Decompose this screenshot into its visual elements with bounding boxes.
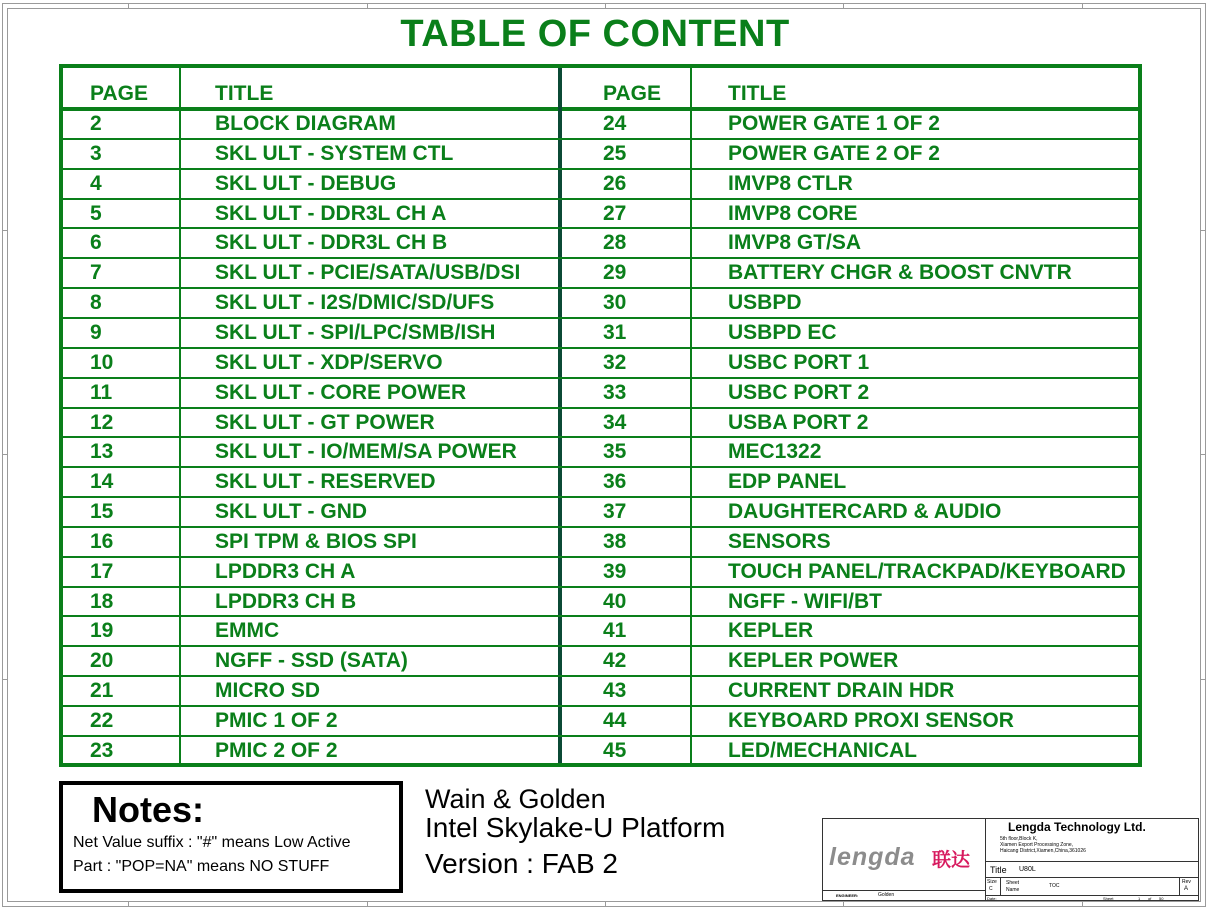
left-row-page: 3	[90, 141, 102, 165]
title-block-divider	[823, 890, 985, 891]
right-row-page: 44	[603, 709, 627, 732]
left-row-title: SKL ULT - RESERVED	[215, 470, 436, 494]
right-row-title: USBC PORT 2	[728, 380, 870, 404]
left-row-page: 18	[90, 589, 114, 613]
row-divider	[63, 436, 1138, 438]
row-divider	[63, 377, 1138, 379]
title-block-divider	[1179, 877, 1180, 895]
border-tick	[843, 3, 844, 8]
left-row-title: SKL ULT - DDR3L CH A	[215, 201, 447, 225]
row-divider	[63, 496, 1138, 498]
left-row-page: 19	[90, 619, 114, 643]
rev-label: Rev	[1182, 879, 1191, 885]
header-title-left: TITLE	[215, 82, 274, 105]
right-row-title: MEC1322	[728, 440, 822, 464]
border-tick	[2, 454, 7, 455]
left-row-page: 15	[90, 500, 114, 524]
right-row-title: IMVP8 CTLR	[728, 171, 853, 195]
project-platform: Intel Skylake-U Platform	[425, 812, 726, 843]
right-row-title: SENSORS	[728, 529, 831, 553]
right-row-title: POWER GATE 2 OF 2	[728, 141, 940, 165]
border-tick	[1201, 230, 1206, 231]
title-block-divider	[985, 861, 1199, 862]
title-block	[822, 818, 1199, 901]
row-divider	[63, 198, 1138, 200]
border-tick	[843, 902, 844, 907]
right-row-page: 27	[603, 201, 627, 225]
sheet-name-label: Sheet Name	[1006, 880, 1020, 893]
column-divider	[179, 68, 181, 763]
size-value: C	[989, 886, 993, 892]
company-address-3: Haicang District,Xiamen,China,361026	[1000, 848, 1086, 854]
company-logo: lengda	[829, 843, 916, 871]
right-row-page: 40	[603, 589, 627, 613]
column-divider	[690, 68, 692, 763]
sheet-total: 50	[1159, 896, 1164, 901]
right-row-page: 31	[603, 320, 627, 344]
row-divider	[63, 347, 1138, 349]
row-divider	[63, 645, 1138, 647]
row-divider	[63, 138, 1138, 140]
notes-box	[59, 781, 403, 893]
left-row-title: SKL ULT - IO/MEM/SA POWER	[215, 440, 517, 464]
sheet-name-value: TOC	[1049, 883, 1060, 889]
right-row-page: 36	[603, 470, 627, 494]
right-row-title: TOUCH PANEL/TRACKPAD/KEYBOARD	[728, 559, 1126, 583]
right-row-title: EDP PANEL	[728, 470, 847, 494]
company-logo-cn: 联达	[932, 850, 971, 871]
title-block-divider	[985, 819, 986, 901]
right-row-page: 32	[603, 350, 627, 374]
row-divider	[63, 526, 1138, 528]
row-divider	[63, 407, 1138, 409]
right-row-page: 38	[603, 529, 627, 553]
left-row-page: 16	[90, 529, 114, 553]
left-row-title: SPI TPM & BIOS SPI	[215, 529, 417, 553]
left-row-page: 7	[90, 261, 102, 285]
border-tick	[367, 902, 368, 907]
row-divider	[63, 556, 1138, 558]
border-tick	[367, 3, 368, 8]
project-version: Version : FAB 2	[425, 848, 618, 879]
title-block-divider	[985, 895, 1199, 896]
sheet-label: Sheet	[1103, 896, 1114, 901]
row-divider	[63, 317, 1138, 319]
right-row-title: DAUGHTERCARD & AUDIO	[728, 500, 1002, 524]
right-row-page: 34	[603, 410, 627, 434]
left-row-page: 6	[90, 231, 102, 255]
right-row-title: USBPD	[728, 291, 802, 315]
title-block-divider	[985, 877, 1199, 878]
left-row-title: MICRO SD	[215, 679, 320, 703]
left-row-page: 8	[90, 291, 102, 315]
right-row-title: USBPD EC	[728, 320, 837, 344]
right-row-title: USBA PORT 2	[728, 410, 869, 434]
right-row-title: IMVP8 GT/SA	[728, 231, 862, 255]
border-tick	[1201, 679, 1206, 680]
right-row-page: 28	[603, 231, 627, 255]
right-row-page: 29	[603, 261, 627, 285]
row-divider	[63, 466, 1138, 468]
left-row-title: SKL ULT - CORE POWER	[215, 380, 467, 404]
border-tick	[1201, 454, 1206, 455]
border-tick	[1082, 3, 1083, 8]
right-row-page: 26	[603, 171, 627, 195]
row-divider	[63, 735, 1138, 737]
right-row-page: 41	[603, 619, 627, 643]
company-address-1: 5th floor,Block K,	[1000, 836, 1038, 842]
border-tick	[1082, 902, 1083, 907]
right-row-page: 39	[603, 559, 627, 583]
border-tick	[2, 230, 7, 231]
left-row-title: SKL ULT - DEBUG	[215, 171, 397, 195]
toc-table	[59, 64, 1142, 767]
border-tick	[605, 3, 606, 8]
company-name: Lengda Technology Ltd.	[1008, 820, 1146, 834]
row-divider	[63, 287, 1138, 289]
left-row-title: SKL ULT - PCIE/SATA/USB/DSI	[215, 261, 521, 285]
left-row-title: BLOCK DIAGRAM	[215, 112, 396, 135]
date-label: Date:	[987, 896, 997, 901]
left-row-title: PMIC 2 OF 2	[215, 738, 338, 762]
left-row-page: 5	[90, 201, 102, 225]
right-row-page: 37	[603, 500, 627, 524]
title-value: U80L	[1019, 866, 1036, 873]
left-row-page: 10	[90, 350, 114, 374]
border-tick	[128, 902, 129, 907]
left-row-title: NGFF - SSD (SATA)	[215, 649, 408, 673]
sheet-of: of	[1148, 896, 1152, 901]
left-row-page: 12	[90, 410, 114, 434]
left-row-title: PMIC 1 OF 2	[215, 709, 338, 732]
rev-value: A	[1184, 886, 1189, 892]
row-divider	[63, 227, 1138, 229]
left-row-page: 20	[90, 649, 114, 673]
sheet-number: 1	[1138, 896, 1141, 901]
right-row-title: KEPLER	[728, 619, 814, 643]
notes-line-part: Part : "POP=NA" means NO STUFF	[73, 858, 330, 875]
border-tick	[2, 679, 7, 680]
right-row-page: 33	[603, 380, 627, 404]
right-row-title: NGFF - WIFI/BT	[728, 589, 882, 613]
left-row-page: 4	[90, 171, 102, 195]
right-row-title: KEYBOARD PROXI SENSOR	[728, 709, 1014, 732]
title-block-divider	[1000, 877, 1001, 895]
right-row-page: 45	[603, 738, 627, 762]
left-row-page: 17	[90, 559, 114, 583]
left-row-title: LPDDR3 CH A	[215, 559, 356, 583]
center-divider	[558, 68, 562, 763]
left-row-page: 13	[90, 440, 114, 464]
left-row-title: SKL ULT - XDP/SERVO	[215, 350, 443, 374]
size-label: Size	[987, 879, 997, 885]
left-row-title: LPDDR3 CH B	[215, 589, 357, 613]
row-divider	[63, 586, 1138, 588]
right-row-page: 24	[603, 112, 627, 135]
right-row-title: KEPLER POWER	[728, 649, 899, 673]
left-row-page: 9	[90, 320, 102, 344]
company-address-2: Xiamen Export Processing Zone,	[1000, 842, 1074, 848]
left-row-page: 14	[90, 470, 114, 494]
page-title: TABLE OF CONTENT	[400, 13, 790, 55]
right-row-title: IMVP8 CORE	[728, 201, 858, 225]
left-row-title: SKL ULT - SYSTEM CTL	[215, 141, 454, 165]
engineer-label: ENGINEER:	[836, 893, 859, 898]
row-divider	[63, 615, 1138, 617]
notes-heading: Notes:	[92, 789, 205, 830]
row-divider	[63, 705, 1138, 707]
row-divider	[63, 168, 1138, 170]
right-row-page: 35	[603, 440, 627, 464]
left-row-title: SKL ULT - DDR3L CH B	[215, 231, 448, 255]
left-row-title: EMMC	[215, 619, 280, 643]
left-row-title: SKL ULT - SPI/LPC/SMB/ISH	[215, 320, 496, 344]
title-label: Title	[990, 865, 1007, 875]
header-page-left: PAGE	[90, 82, 148, 105]
left-row-title: SKL ULT - GND	[215, 500, 368, 524]
left-row-page: 23	[90, 738, 114, 762]
border-tick	[605, 902, 606, 907]
right-row-page: 25	[603, 141, 627, 165]
right-row-title: LED/MECHANICAL	[728, 738, 917, 762]
left-row-title: SKL ULT - GT POWER	[215, 410, 435, 434]
border-tick	[128, 3, 129, 8]
left-row-page: 11	[90, 380, 113, 404]
left-row-page: 22	[90, 709, 114, 732]
row-divider	[63, 257, 1138, 259]
header-page-right: PAGE	[603, 82, 661, 105]
right-row-title: BATTERY CHGR & BOOST CNVTR	[728, 261, 1072, 285]
row-divider	[63, 675, 1138, 677]
left-row-page: 2	[90, 112, 102, 135]
right-row-title: USBC PORT 1	[728, 350, 870, 374]
engineer-value: Golden	[878, 892, 895, 898]
right-row-page: 30	[603, 291, 627, 315]
right-row-page: 42	[603, 649, 627, 673]
project-name: Wain & Golden	[425, 784, 606, 814]
left-row-title: SKL ULT - I2S/DMIC/SD/UFS	[215, 291, 495, 315]
header-divider	[63, 107, 1138, 111]
notes-line-net: Net Value suffix : "#" means Low Active	[73, 834, 351, 851]
right-row-title: POWER GATE 1 OF 2	[728, 112, 940, 135]
header-title-right: TITLE	[728, 82, 787, 105]
right-row-title: CURRENT DRAIN HDR	[728, 679, 955, 703]
left-row-page: 21	[90, 679, 114, 703]
right-row-page: 43	[603, 679, 627, 703]
